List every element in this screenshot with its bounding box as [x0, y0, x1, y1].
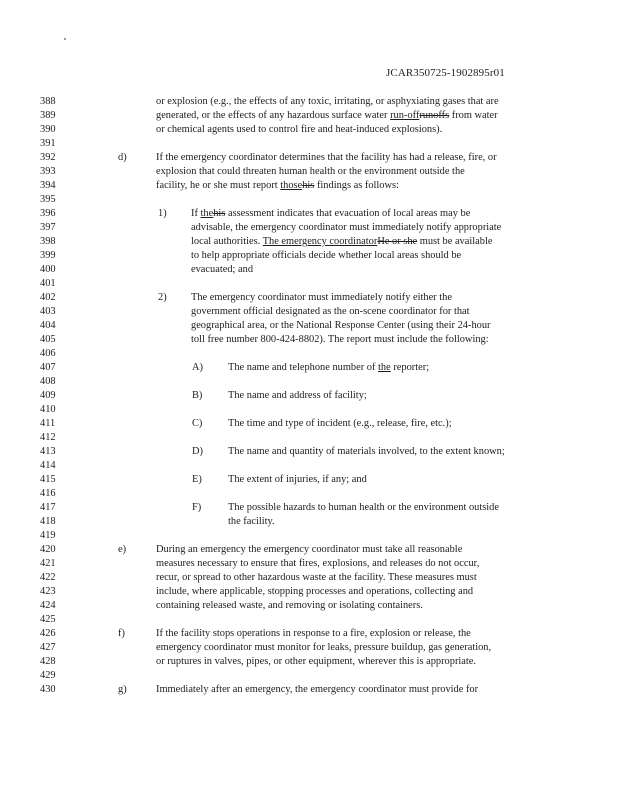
- line-number: 399: [40, 250, 56, 261]
- line-number: 424: [40, 600, 56, 611]
- line-number: 422: [40, 572, 56, 583]
- body-line: toll free number 800-424-8802). The report must include the following:: [191, 334, 489, 345]
- inserted-text: the: [378, 362, 391, 373]
- inserted-text: the: [200, 208, 214, 219]
- line-number: 398: [40, 236, 56, 247]
- line-number: 405: [40, 334, 56, 345]
- body-line: The time and type of incident (e.g., release, fire, etc.);: [228, 418, 452, 429]
- body-line: the facility.: [228, 516, 275, 527]
- body-line: The emergency coordinator must immediately notify either the: [191, 292, 452, 303]
- line-number: 419: [40, 530, 56, 541]
- subsection-label: e): [118, 544, 127, 555]
- deleted-text: his: [302, 180, 315, 191]
- body-line: include, where applicable, stopping processes and operations, collecting and: [156, 586, 474, 597]
- line-number: 414: [40, 460, 56, 471]
- line-number: 397: [40, 222, 56, 233]
- line-number: 421: [40, 558, 56, 569]
- line-number: 430: [40, 684, 56, 695]
- inserted-text: The emergency coordinator: [262, 236, 378, 247]
- body-line: Immediately after an emergency, the emergency coordinator must provide for: [156, 684, 479, 695]
- body-line: The name and quantity of materials involved, to the extent known;: [228, 446, 505, 457]
- line-number: 408: [40, 376, 56, 387]
- line-number: 417: [40, 502, 56, 513]
- body-line: If the emergency coordinator determines that the facility has had a release, fire, or: [156, 152, 497, 163]
- line-number: 395: [40, 194, 56, 205]
- subsection-label: d): [118, 152, 127, 163]
- body-line: emergency coordinator must monitor for leaks, pressure buildup, gas generation,: [156, 642, 492, 653]
- line-number: 407: [40, 362, 56, 373]
- body-line: local authorities. The emergency coordinatorHe or she must be available: [191, 236, 493, 247]
- subsection-label: f): [118, 628, 125, 639]
- deleted-text: He or she: [377, 236, 418, 247]
- body-line: recur, or spread to other hazardous waste at the facility. These measures must: [156, 572, 477, 583]
- line-number: 429: [40, 670, 56, 681]
- line-number: 393: [40, 166, 56, 177]
- item-label: 2): [158, 292, 167, 303]
- subsection-label: g): [118, 684, 127, 695]
- body-line: If thehis assessment indicates that evacuation of local areas may be: [191, 208, 471, 219]
- line-number: 403: [40, 306, 56, 317]
- line-number: 396: [40, 208, 56, 219]
- line-number: 412: [40, 432, 56, 443]
- body-line: or ruptures in valves, pipes, or other equipment, wherever this is appropriate.: [156, 656, 476, 667]
- body-line: advisable, the emergency coordinator must immediately notify appropriate: [191, 222, 502, 233]
- body-line: containing released waste, and removing or isolating containers.: [156, 600, 423, 611]
- body-line: The name and telephone number of the reporter;: [228, 362, 430, 373]
- deleted-text: runoffs: [419, 110, 450, 121]
- line-number: 388: [40, 96, 56, 107]
- inserted-text: run-off: [390, 110, 420, 121]
- body-line: measures necessary to ensure that fires, explosions, and releases do not occur,: [156, 558, 480, 569]
- line-number: 400: [40, 264, 56, 275]
- subitem-label: C): [192, 418, 203, 429]
- subitem-label: B): [192, 390, 203, 401]
- line-number: 394: [40, 180, 56, 191]
- subitem-label: A): [192, 362, 203, 373]
- line-number: 413: [40, 446, 56, 457]
- deleted-text: his: [213, 208, 226, 219]
- body-line: government official designated as the on-scene coordinator for that: [191, 306, 470, 317]
- body-line: The possible hazards to human health or the environment outside: [228, 502, 499, 513]
- body-line: The extent of injuries, if any; and: [228, 474, 367, 485]
- line-number: 427: [40, 642, 56, 653]
- body-line: The name and address of facility;: [228, 390, 367, 401]
- scan-speck: [64, 38, 66, 40]
- body-line: geographical area, or the National Response Center (using their 24-hour: [191, 320, 491, 331]
- body-line: to help appropriate officials decide whether local areas should be: [191, 250, 462, 261]
- line-number: 415: [40, 474, 56, 485]
- line-number: 406: [40, 348, 56, 359]
- line-number: 418: [40, 516, 56, 527]
- line-number: 420: [40, 544, 56, 555]
- line-number: 402: [40, 292, 56, 303]
- document-id-header: JCAR350725-1902895r01: [386, 67, 505, 79]
- line-number: 411: [40, 418, 56, 429]
- line-number: 426: [40, 628, 56, 639]
- line-number: 391: [40, 138, 56, 149]
- body-line: explosion that could threaten human health or the environment outside the: [156, 166, 465, 177]
- body-line: or chemical agents used to control fire and heat-induced explosions).: [156, 124, 443, 135]
- subitem-label: F): [192, 502, 202, 513]
- line-number: 389: [40, 110, 56, 121]
- line-number: 428: [40, 656, 56, 667]
- body-line: If the facility stops operations in response to a fire, explosion or release, the: [156, 628, 471, 639]
- body-line: or explosion (e.g., the effects of any toxic, irritating, or asphyxiating gases that are: [156, 96, 499, 107]
- line-number: 410: [40, 404, 56, 415]
- item-label: 1): [158, 208, 167, 219]
- line-number: 416: [40, 488, 56, 499]
- line-number: 404: [40, 320, 56, 331]
- inserted-text: those: [280, 180, 303, 191]
- line-number: 401: [40, 278, 56, 289]
- body-line: generated, or the effects of any hazardous surface water run-offrunoffs from water: [156, 110, 498, 121]
- line-number: 392: [40, 152, 56, 163]
- line-number: 423: [40, 586, 56, 597]
- line-number: 390: [40, 124, 56, 135]
- subitem-label: E): [192, 474, 202, 485]
- body-line: evacuated; and: [191, 264, 254, 275]
- line-number: 409: [40, 390, 56, 401]
- body-line: facility, he or she must report thosehis findings as follows:: [156, 180, 399, 191]
- subitem-label: D): [192, 446, 203, 457]
- body-line: During an emergency the emergency coordinator must take all reasonable: [156, 544, 463, 555]
- line-number: 425: [40, 614, 56, 625]
